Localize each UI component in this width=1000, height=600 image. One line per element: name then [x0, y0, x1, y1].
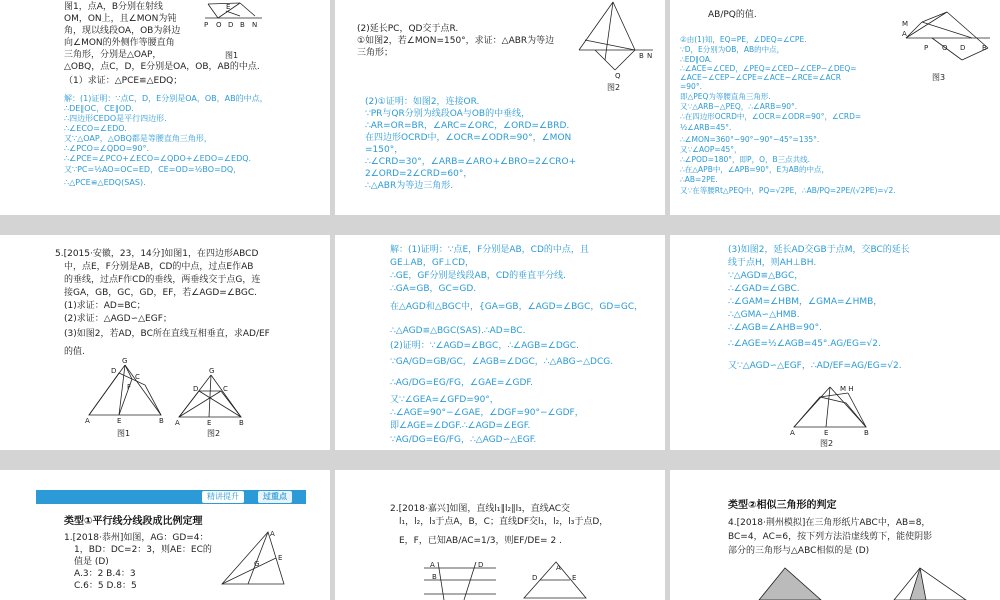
answer-line: ∴四边形CEDO是平行四边形.	[64, 114, 167, 123]
svg-text:B: B	[432, 573, 437, 581]
answer-line: ∴∠POD=180°，即P，O，B三点共线.	[680, 155, 811, 164]
problem-line: 1.[2018·恭州]如图，AG：GD=4：	[64, 533, 209, 543]
geometry-figure-4b	[175, 367, 245, 427]
problem-line: (2)延长PC，QD交于点R.	[357, 24, 459, 34]
problem-line: △OBQ，点C，D，E分别是OA，OB，AB的中点.	[64, 62, 260, 72]
answer-line: ∴∠AGE=90°−∠GAE，∠DGF=90°−∠GDF，	[390, 408, 584, 418]
answer-line: (2)①证明：如图2，连接OR.	[365, 97, 480, 107]
svg-text:B: B	[639, 52, 644, 60]
figure-caption: 图1	[225, 51, 239, 60]
svg-text:N: N	[252, 21, 258, 29]
answer-line: ∴△AGD≌△BGC(SAS).∴AD=BC.	[390, 326, 526, 336]
slide-8	[335, 470, 665, 600]
answer-line: ∴∠CRD=30°，∠ARB=∠ARO+∠BRO=2∠CRO+	[365, 157, 577, 167]
svg-text:D: D	[532, 574, 538, 582]
answer-line: ∴∠AGB=∠AHB=90°.	[728, 323, 823, 333]
svg-text:A: A	[430, 561, 435, 569]
geometry-figure-3	[902, 8, 992, 68]
slide-1	[0, 0, 330, 215]
problem-line: 角，现以线段OA，OB为斜边	[64, 26, 181, 36]
slide-5	[335, 235, 665, 450]
type-heading: 类型②相似三角形的判定	[728, 500, 837, 511]
slide-7	[0, 470, 330, 600]
svg-text:B: B	[159, 417, 164, 425]
answer-line: ½∠ARB=45°.	[680, 123, 732, 132]
svg-text:B: B	[240, 21, 245, 29]
svg-text:E: E	[572, 574, 577, 582]
answer-line: GE⊥AB，GF⊥CD，	[390, 258, 475, 268]
answer-line: (3)如图2，延长AD交GB于点M，交BC的延长	[728, 245, 910, 255]
svg-text:G: G	[209, 367, 215, 375]
answer-line: 在△AGD和△BGC中，{GA=GB，∠AGD=∠BGC，GD=GC，	[390, 302, 644, 312]
answer-line: 又∵△OAP，△OBQ都是等腰直角三角形，	[64, 134, 212, 143]
section-banner	[36, 490, 306, 504]
answer-line: ∴DE∥OC，CE∥OD.	[64, 104, 134, 113]
answer-line: 线于点H，则AH⊥BH.	[728, 258, 817, 268]
answer-line: ∠ACE−∠CEP−∠CPE=∠ACE−∠RCE=∠ACR	[680, 73, 841, 82]
answer-line: ②由(1)知，EQ=PE，∠DEQ=∠CPE.	[680, 35, 807, 44]
geometry-figure-4a	[85, 357, 165, 425]
geometry-figure-2	[575, 0, 655, 80]
answer-line: ∴∠PCE=∠PCO+∠ECO=∠QDO+∠EDO=∠EDQ.	[64, 154, 252, 163]
answer-line: ∴∠PCO=∠QDO=90°.	[64, 144, 150, 153]
figure-caption: 图2	[607, 83, 621, 92]
svg-text:P: P	[204, 21, 209, 29]
problem-line: (2)求证：△AGD∽△EGF；	[64, 314, 172, 324]
answer-line: 又∵在等腰Rt△PEQ中，PQ=√2PE，∴AB/PQ=2PE/(√2PE)=√2.	[680, 186, 896, 195]
problem-line: 1，BD：DC=2：3，则AE：EC的	[74, 545, 212, 555]
svg-text:A: A	[175, 419, 180, 427]
figure-caption: 图1	[117, 429, 131, 438]
problem-line: 4.[2018·荆州模拟]在三角形纸片ABC中，AB=8，	[728, 518, 931, 528]
answer-line: ∵PR与QR分别为线段OA与OB的中垂线，	[365, 109, 531, 119]
svg-text:D: D	[193, 385, 199, 393]
svg-text:A: A	[85, 417, 90, 425]
answer-line: 解：(1)证明：∵点E，F分别是AB，CD的中点，且	[390, 245, 589, 255]
svg-text:G: G	[254, 560, 260, 568]
problem-line: 值是 (D)	[74, 557, 109, 567]
answer-line: 在四边形OCRD中，∠OCR=∠ODR=90°，∠MON	[365, 133, 572, 143]
svg-text:P: P	[924, 44, 929, 52]
answer-line: ∴∠GAM=∠HBM，∠GMA=∠HMB，	[728, 297, 883, 307]
answer-line: ∴GA=GB，GC=GD.	[390, 284, 477, 294]
answer-line: ∴AR=OR=BR，∠ARC=∠ORC，∠ORD=∠BRD.	[365, 121, 570, 131]
svg-text:C: C	[135, 373, 140, 381]
slide-3	[670, 0, 1000, 215]
answer-line: 即△PEQ为等腰直角三角形.	[680, 92, 771, 101]
answer-line: ∵GA/GD=GB/GC，∠AGB=∠DGC，∴△ABG∽△DCG.	[390, 357, 614, 367]
slide-9	[670, 470, 1000, 600]
slide-4	[0, 235, 330, 450]
problem-line: 三角形；	[357, 48, 394, 58]
svg-text:D: D	[960, 44, 966, 52]
answer-line: ∴AG/DG=EG/FG，∠GAE=∠GDF.	[390, 378, 534, 388]
problem-line: ①如图2，若∠MON=150°，求证：△ABR为等边	[357, 36, 555, 46]
figure-caption: 图2	[820, 439, 834, 448]
svg-text:B: B	[982, 44, 987, 52]
svg-text:E: E	[824, 429, 829, 437]
svg-text:G: G	[122, 357, 128, 365]
problem-line: 的垂线，过点F作CD的垂线，两垂线交于点G，连	[64, 275, 261, 285]
svg-text:D: D	[228, 21, 234, 29]
geometry-figure-8a	[420, 560, 500, 600]
problem-line: 中，点E，F分别是AB，CD的中点，过点E作AB	[64, 262, 254, 272]
answer-line: ∵D，E分别为OB，AB的中点，	[680, 45, 785, 54]
problem-line: 接GA，GB，GC，GD，EF，若∠AGD=∠BGC.	[64, 288, 258, 298]
problem-line: 部分的三角形与△ABC相似的是 (D)	[728, 546, 870, 556]
problem-line: BC=4，AC=6，按下列方法沿虚线剪下，能使阴影	[728, 532, 933, 542]
problem-line: 向∠MON的外侧作等腰直角	[64, 38, 175, 48]
figure-caption: 图3	[932, 73, 946, 82]
answer-line: 又∵∠AOP=45°，	[680, 145, 742, 154]
answer-line: ∴△ABR为等边三角形.	[365, 181, 454, 191]
svg-text:B: B	[239, 419, 244, 427]
problem-line: 三角形，分别是△OAP，	[64, 50, 162, 60]
geometry-figure-8b	[520, 560, 590, 600]
svg-text:Q: Q	[615, 72, 621, 80]
answer-line: 又∵△AGD∽△EGF，∴AD/EF=AG/EG=√2.	[728, 361, 902, 371]
svg-text:D: D	[478, 561, 484, 569]
svg-text:A: A	[270, 530, 275, 538]
svg-text:E: E	[226, 3, 231, 11]
answer-line: ∴ED∥OA.	[680, 55, 713, 64]
svg-text:E: E	[117, 417, 122, 425]
svg-text:C: C	[223, 385, 228, 393]
problem-line: C.6：5 D.8：5	[74, 581, 137, 591]
banner-tag: 过重点	[258, 491, 292, 503]
answer-line: 解：(1)证明：∵点C，D，E分别是OA，OB，AB的中点，	[64, 94, 268, 103]
svg-text:N: N	[647, 52, 653, 60]
answer-line: ∴∠AGE=½∠AGB=45°.AG/EG=√2.	[728, 339, 881, 349]
slide-6	[670, 235, 1000, 450]
svg-text:F: F	[127, 383, 132, 391]
svg-text:A: A	[790, 429, 795, 437]
answer-line: ∵△AGD≌△BGC，	[728, 271, 804, 281]
geometry-figure-6	[790, 383, 870, 437]
answer-line: 即∠AGE=∠DGF.∴∠AGD=∠EGF.	[390, 421, 531, 431]
answer-line: ∴△PCE≌△EDQ(SAS).	[64, 178, 146, 187]
svg-text:A: A	[902, 30, 907, 38]
problem-line: E，F，已知AB/AC=1/3，则EF/DE= 2 .	[399, 536, 562, 546]
svg-text:O: O	[942, 44, 948, 52]
svg-text:A: A	[556, 564, 561, 572]
svg-text:M H: M H	[840, 385, 854, 393]
answer-line: 又∵PC=½AO=OC=ED，CE=OD=½BO=DQ，	[64, 165, 242, 174]
answer-line: ∴∠ACE=∠CED，∠PEQ=∠CED−∠CEP−∠DEQ=	[680, 64, 857, 73]
answer-line: 2∠ORD=2∠CRD=60°，	[365, 169, 473, 179]
problem-line: (3)如图2，若AD，BC所在直线互相垂直，求AD/EF	[64, 329, 270, 339]
banner-label: 精讲提升	[202, 491, 244, 503]
problem-line: 的值.	[64, 347, 85, 357]
answer-line: =150°，	[365, 145, 404, 155]
geometry-figure-7	[218, 530, 288, 590]
answer-line: ∴∠ECO=∠EDO.	[64, 124, 127, 133]
problem-line: 图1，点A，B分别在射线	[64, 2, 164, 12]
geometry-figure-1	[200, 0, 270, 45]
svg-text:E: E	[207, 419, 212, 427]
problem-line: 5.[2015·安徽，23，14分]如图1，在四边形ABCD	[55, 249, 259, 259]
answer-line: ∴∠GAD=∠GBC.	[728, 284, 800, 294]
answer-line: ∵AG/DG=EG/FG，∴△AGD∽△EGF.	[390, 435, 537, 445]
problem-line: 2.[2018·嘉兴]如图，直线l₁∥l₂∥l₃，直线AC交	[390, 504, 570, 514]
problem-line: OM，ON上，且∠MON为钝	[64, 14, 177, 24]
svg-text:B: B	[864, 429, 869, 437]
geometry-figure-9b	[890, 566, 970, 600]
problem-line: AB/PQ的值.	[708, 10, 757, 20]
answer-line: ∴AB=2PE.	[680, 175, 718, 184]
answer-line: ∴在△APB中，∠APB=90°，E为AB的中点，	[680, 165, 829, 174]
figure-caption: 图2	[207, 429, 221, 438]
svg-text:E: E	[278, 554, 283, 562]
svg-text:O: O	[216, 21, 222, 29]
svg-text:D: D	[111, 367, 117, 375]
slide-2	[335, 0, 665, 215]
answer-line: 又∵∠GEA=∠GFD=90°，	[390, 395, 499, 405]
answer-line: 又∵△ARB∽△PEQ，∴∠ARB=90°.	[680, 102, 798, 111]
answer-line: ∴在四边形OCRD中，∠OCR=∠ODR=90°，∠CRD=	[680, 112, 862, 121]
answer-line: ∴△GMA∽△HMB.	[728, 310, 800, 320]
problem-line: l₁，l₂，l₃于点A，B，C；直线DF交l₁，l₂，l₃于点D，	[399, 517, 609, 527]
answer-line: =90°.	[680, 82, 702, 91]
problem-line: （1）求证：△PCE≌△EDQ；	[64, 76, 183, 86]
problem-line: (1)求证：AD=BC；	[64, 301, 146, 311]
answer-line: (2)证明：∵∠AGD=∠BGC，∴∠AGB=∠DGC.	[390, 341, 579, 351]
problem-line: A.3：2 B.4：3	[74, 569, 136, 579]
answer-line: ∴∠MON=360°−90°−90°−45°=135°.	[680, 135, 820, 144]
geometry-figure-9a	[755, 566, 825, 600]
svg-text:M: M	[902, 20, 909, 28]
answer-line: ∴GE，GF分别是线段AB，CD的垂直平分线.	[390, 271, 566, 281]
type-heading: 类型①平行线分线段成比例定理	[64, 516, 203, 527]
